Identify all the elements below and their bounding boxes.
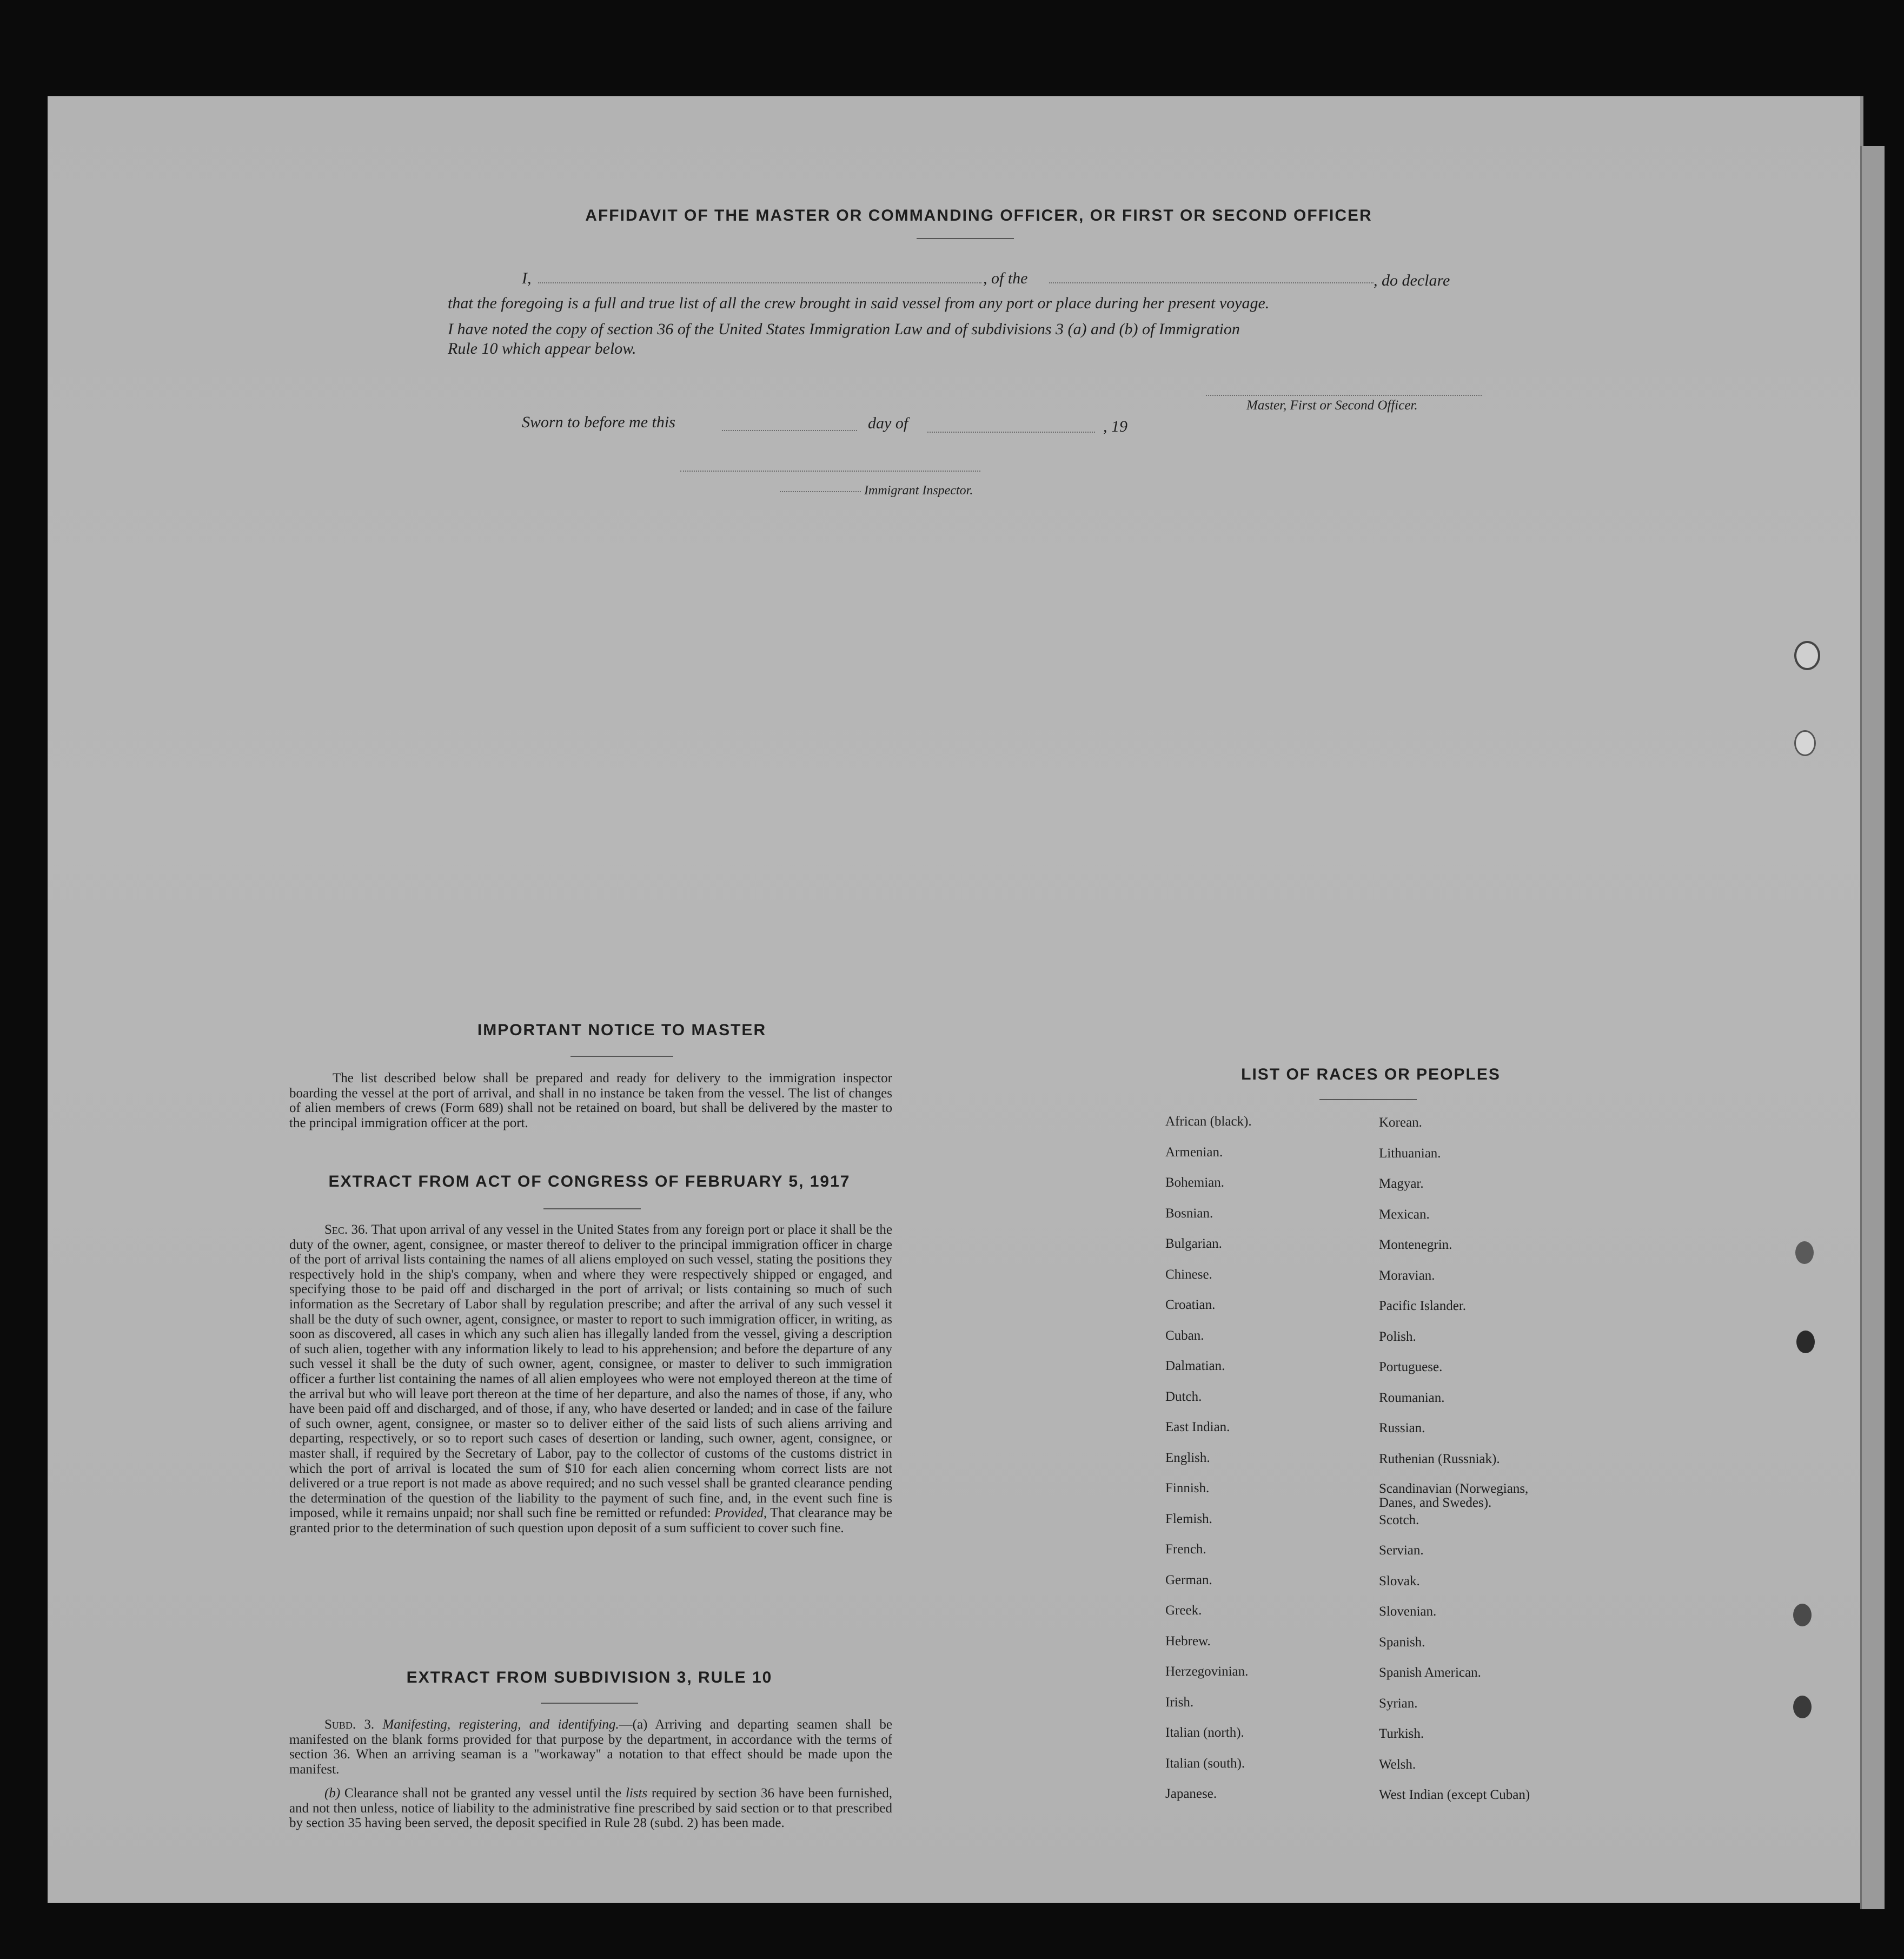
race-item: Magyar. [1379,1176,1424,1191]
race-item: Turkish. [1379,1726,1424,1741]
race-item: Armenian. [1165,1144,1223,1160]
rule10-divider [541,1703,638,1704]
race-item: Pacific Islander. [1379,1299,1467,1313]
race-item: Portuguese. [1379,1360,1443,1374]
race-item: Spanish. [1379,1634,1425,1650]
binder-hole [1793,1604,1812,1626]
race-item: Polish. [1379,1329,1416,1344]
race-item: Servian. [1379,1543,1424,1558]
race-item: Japanese. [1165,1786,1217,1801]
race-item: Croatian. [1165,1298,1216,1312]
race-item: Herzegovinian. [1165,1664,1249,1679]
race-item: Dutch. [1165,1389,1202,1404]
race-item: Ruthenian (Russniak). [1379,1451,1500,1466]
inspector-signature-underline [780,491,861,492]
race-item: Bulgarian. [1165,1236,1222,1251]
race-item: Italian (north). [1165,1725,1244,1740]
rule10-b-body-2: required by section 36 have been furnished, and not then unless, notice of liability to the administrative fine prescribed by said section or to that prescribed by section 35 having been served, the deposit specified in Rule 28 (subd. 2) has been made. [289,1786,892,1831]
sworn-year-label: , 19 [1103,418,1127,435]
rule10-subd-b-text [289,1786,892,1831]
race-item: Roumanian. [1379,1390,1445,1405]
affidavit-of-the-label: , of the [983,269,1028,287]
race-item: Montenegrin. [1379,1237,1452,1252]
race-item: English. [1165,1450,1210,1465]
notice-title: IMPORTANT NOTICE TO MASTER [477,1021,767,1039]
rule10-b-body-1: Clearance shall not be granted any vessel until the [344,1786,622,1801]
rule10-subd-heading: Manifesting, registering, and identifying. [382,1717,619,1732]
race-item: Lithuanian. [1379,1146,1441,1161]
binder-hole [1794,641,1820,670]
notice-divider [570,1056,673,1057]
act-title: EXTRACT FROM ACT OF CONGRESS OF FEBRUARY 5, 1917 [328,1173,851,1190]
races-title: LIST OF RACES OR PEOPLES [1241,1065,1501,1083]
rule10-a-body: Arriving and departing seamen shall be manifested on the blank forms provided for that purpose by the department, in accordance with the terms of section 36. When an arriving seaman is a "workaway" a notation to that effect should be made upon the manifest. [289,1717,892,1777]
race-item: Mexican. [1379,1207,1430,1222]
race-item: Scotch. [1379,1512,1419,1527]
affidavit-do-declare-label: , do declare [1374,272,1450,289]
sworn-label: Sworn to before me this [522,413,675,431]
officer-signature-field[interactable] [1206,395,1482,396]
race-item: Flemish. [1165,1511,1212,1526]
race-item: West Indian (except Cuban) [1379,1788,1530,1802]
sworn-month-field[interactable] [927,432,1095,433]
binder-hole [1796,1331,1815,1353]
vessel-name-field[interactable] [1049,282,1374,283]
affidavit-body-line-3: Rule 10 which appear below. [448,340,636,358]
affidavit-title: AFFIDAVIT OF THE MASTER OR COMMANDING OFFICER, OR FIRST OR SECOND OFFICER [585,207,1372,224]
race-item: German. [1165,1572,1212,1587]
binder-hole [1795,1241,1814,1264]
race-item: Slovak. [1379,1573,1420,1589]
race-item: Bohemian. [1165,1175,1225,1190]
rule10-subd-a-text [289,1717,892,1777]
race-item: Bosnian. [1165,1206,1213,1221]
race-item: East Indian. [1165,1420,1230,1434]
race-item: Dalmatian. [1165,1359,1225,1373]
race-item: Moravian. [1379,1268,1435,1283]
race-item: Welsh. [1379,1757,1416,1772]
rule10-b-lists: lists [625,1786,648,1801]
officer-signature-label: Master, First or Second Officer. [1246,398,1418,413]
inspector-signature-field[interactable] [680,471,980,472]
race-item: Chinese. [1165,1267,1212,1282]
rule10-a-label: —(a) [619,1717,648,1732]
rule10-subd-label: Subd. 3. [324,1717,375,1732]
races-list-right [1379,1115,1584,1818]
race-item: Syrian. [1379,1696,1418,1711]
act-proviso-text: That clearance may be granted prior to the determination of such question upon deposit of a sum sufficient to cover such fine. [289,1506,892,1536]
underlying-page-edge [1860,146,1885,1909]
races-list-left [1165,1114,1371,1817]
race-item: Cuban. [1165,1328,1204,1343]
act-sec-label: Sec. 36. [324,1222,368,1237]
sworn-day-field[interactable] [722,430,857,431]
race-item: Korean. [1379,1115,1422,1130]
inspector-label: Immigrant Inspector. [864,484,973,498]
race-item: Russian. [1379,1421,1425,1435]
race-item: Italian (south). [1165,1756,1245,1771]
binder-hole [1794,730,1816,756]
title-divider [917,238,1014,239]
act-proviso-label: Provided, [714,1506,767,1521]
race-item: Slovenian. [1379,1604,1437,1619]
document-page [48,96,1863,1903]
race-item: Finnish. [1165,1481,1210,1495]
rule10-title: EXTRACT FROM SUBDIVISION 3, RULE 10 [406,1669,773,1686]
race-item: Irish. [1165,1695,1194,1710]
rule10-b-label: (b) [324,1786,341,1801]
affidavit-i-label: I, [522,269,532,287]
declarant-name-field[interactable] [538,282,981,283]
act-body: That upon arrival of any vessel in the United States from any foreign port or place it shall be the duty of the owner, agent, consignee, or master thereof to deliver to the principal immigration officer in charge of the port of arrival lists containing the names of all aliens employed on such vessel, stating the positions they respectively hold in the ship's company, when and where they were respectively shipped or engaged, and specifying those to be paid off and discharged in the port of arrival; or lists containing so much of such information as the Secretary of Labor shall by regulation prescribe; and after the arrival of any such vessel it shall be the duty of such owner, agent, consignee, or master to report to such immigration officer, in writing, as soon as discovered, all cases in which any such alien has illegally landed from the vessel, giving a description of such alien, together with any information likely to lead to his apprehension; and before the departure of any such vessel it shall be the duty of such owner, agent, consignee, or master to deliver to such immigration officer a further list containing the names of all alien employees who were not employed thereon at the time of the arrival but who will leave port thereon at the time of her departure, and also the names of those, if any, who have been paid off and discharged, and of those, if any, who have deserted or landed; and in case of the failure of such owner, agent, consignee, or master so to deliver either of the said lists of such aliens arriving and departing, respectively, or so to report such cases of desertion or landing, such owner, agent, consignee, or master shall, if required by the Secretary of Labor, pay to the collector of customs of the customs district in which the port of arrival is located the sum of $10 for each alien concerning whom correct lists are not delivered or a true report is not made as above required; and no such vessel shall be granted clearance pending the determination of the question of the liability to the payment of such fine, and, in the event such fine is imposed, while it remains unpaid; nor shall such fine be remitted or refunded: [289,1222,893,1521]
act-divider [543,1208,641,1209]
race-item: French. [1165,1542,1206,1557]
binder-hole [1793,1696,1812,1718]
race-item: African (black). [1165,1114,1252,1129]
races-divider [1319,1099,1417,1100]
race-item: Greek. [1165,1603,1202,1618]
race-item: Spanish American. [1379,1665,1481,1680]
notice-text: The list described below shall be prepared and ready for delivery to the immigration inspector boarding the vessel at the port of arrival, and shall in no instance be taken from the vessel. The list of changes of alien members of crews (Form 689) shall not be retained on board, but shall be delivered by the master to the principal immigration officer at the port. [289,1071,892,1130]
race-item: Scandinavian (Norwegians, Danes, and Swedes). [1379,1481,1529,1510]
act-text [289,1222,892,1536]
affidavit-body-line-1: that the foregoing is a full and true list of all the crew brought in said vessel from any port or place during her present voyage. [448,294,1270,312]
affidavit-body-line-2: I have noted the copy of section 36 of the United States Immigration Law and of subdivisions 3 (a) and (b) of Immigration [448,320,1240,338]
sworn-day-of-label: day of [868,414,908,432]
race-item: Hebrew. [1165,1633,1211,1649]
